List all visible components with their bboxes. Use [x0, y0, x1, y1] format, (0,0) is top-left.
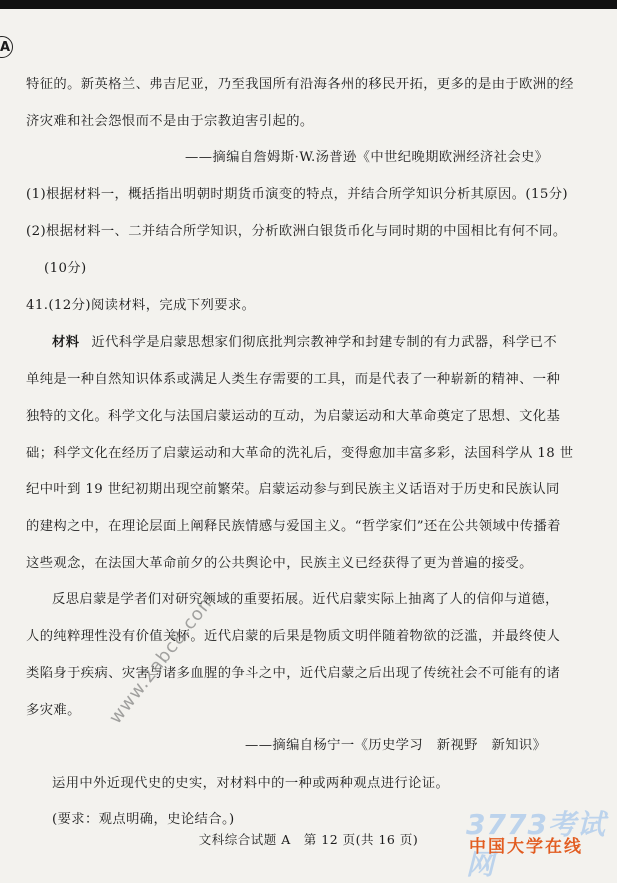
text-line: 反思启蒙是学者们对研究领域的重要拓展。近代启蒙实际上抽离了人的信仰与道德， — [52, 592, 559, 607]
text-line: 单纯是一种自然知识体系或满足人类生存需要的工具，而是代表了一种崭新的精神、一种 — [26, 372, 561, 387]
top-black-bar — [0, 0, 617, 9]
question-40-1: (1)根据材料一，概括指出明朝时期货币演变的特点，并结合所学知识分析其原因。(15分) — [26, 187, 569, 202]
watermark-url: www.2abc8.com — [105, 588, 221, 728]
source-citation: ——摘编自杨宁一《历史学习 新视野 新知识》 — [245, 738, 547, 753]
text-line: 人的纯粹理性没有价值关怀。近代启蒙的后果是物质文明伴随着物欲的泛滥，并最终使人 — [26, 629, 561, 644]
text-line: 类陷身于疾病、灾害与诸多血腥的争斗之中，近代启蒙之后出现了传统社会不可能有的诸 — [26, 666, 561, 681]
text-line: 近代科学是启蒙思想家们彻底批判宗教神学和封建专制的有力武器，科学已不 — [91, 335, 558, 350]
text-line: 特征的。新英格兰、弗吉尼亚，乃至我国所有沿海各州的移民开拓，更多的是由于欧洲的经 — [26, 77, 574, 92]
paper-version-mark: A — [0, 36, 13, 58]
text-line: 独特的文化。科学文化与法国启蒙运动的互动，为启蒙运动和大革命奠定了思想、文化基 — [26, 409, 561, 424]
text-line: 纪中叶到 19 世纪初期出现空前繁荣。启蒙运动参与到民族主义话语对于历史和民族认同 — [26, 482, 560, 497]
text-line: 础；科学文化在经历了启蒙运动和大革命的洗礼后，变得愈加丰富多彩，法国科学从 18 世 — [26, 446, 574, 461]
text-line: 济灾难和社会怨恨而不是由于宗教迫害引起的。 — [26, 114, 314, 129]
material-line — [52, 333, 557, 353]
text-line: 的建构之中，在理论层面上阐释民族情感与爱国主义。“哲学家们”还在公共领域中传播着 — [26, 519, 561, 534]
text-line: 多灾难。 — [26, 703, 81, 718]
requirement-note: (要求：观点明确，史论结合。) — [52, 812, 235, 827]
question-41-header: 41.(12分)阅读材料，完成下列要求。 — [26, 298, 256, 313]
brand-subtitle: 中国大学在线 — [469, 837, 583, 857]
question-40-2-score: (10分) — [44, 261, 87, 276]
task-instruction: 运用中外近现代史的史实，对材料中的一种或两种观点进行论证。 — [52, 776, 450, 791]
material-label: 材料 — [52, 335, 80, 350]
brand-logo-text: 3773考试网 — [466, 808, 606, 881]
page-footer: 文科综合试题 A 第 12 页(共 16 页) — [198, 832, 419, 847]
source-citation: ——摘编自詹姆斯·W.汤普逊《中世纪晚期欧洲经济社会史》 — [185, 150, 549, 165]
question-40-2: (2)根据材料一、二并结合所学知识，分析欧洲白银货币化与同时期的中国相比有何不同。 — [26, 224, 567, 239]
text-line: 这些观念，在法国大革命前夕的公共舆论中，民族主义已经获得了更为普遍的接受。 — [26, 556, 533, 571]
